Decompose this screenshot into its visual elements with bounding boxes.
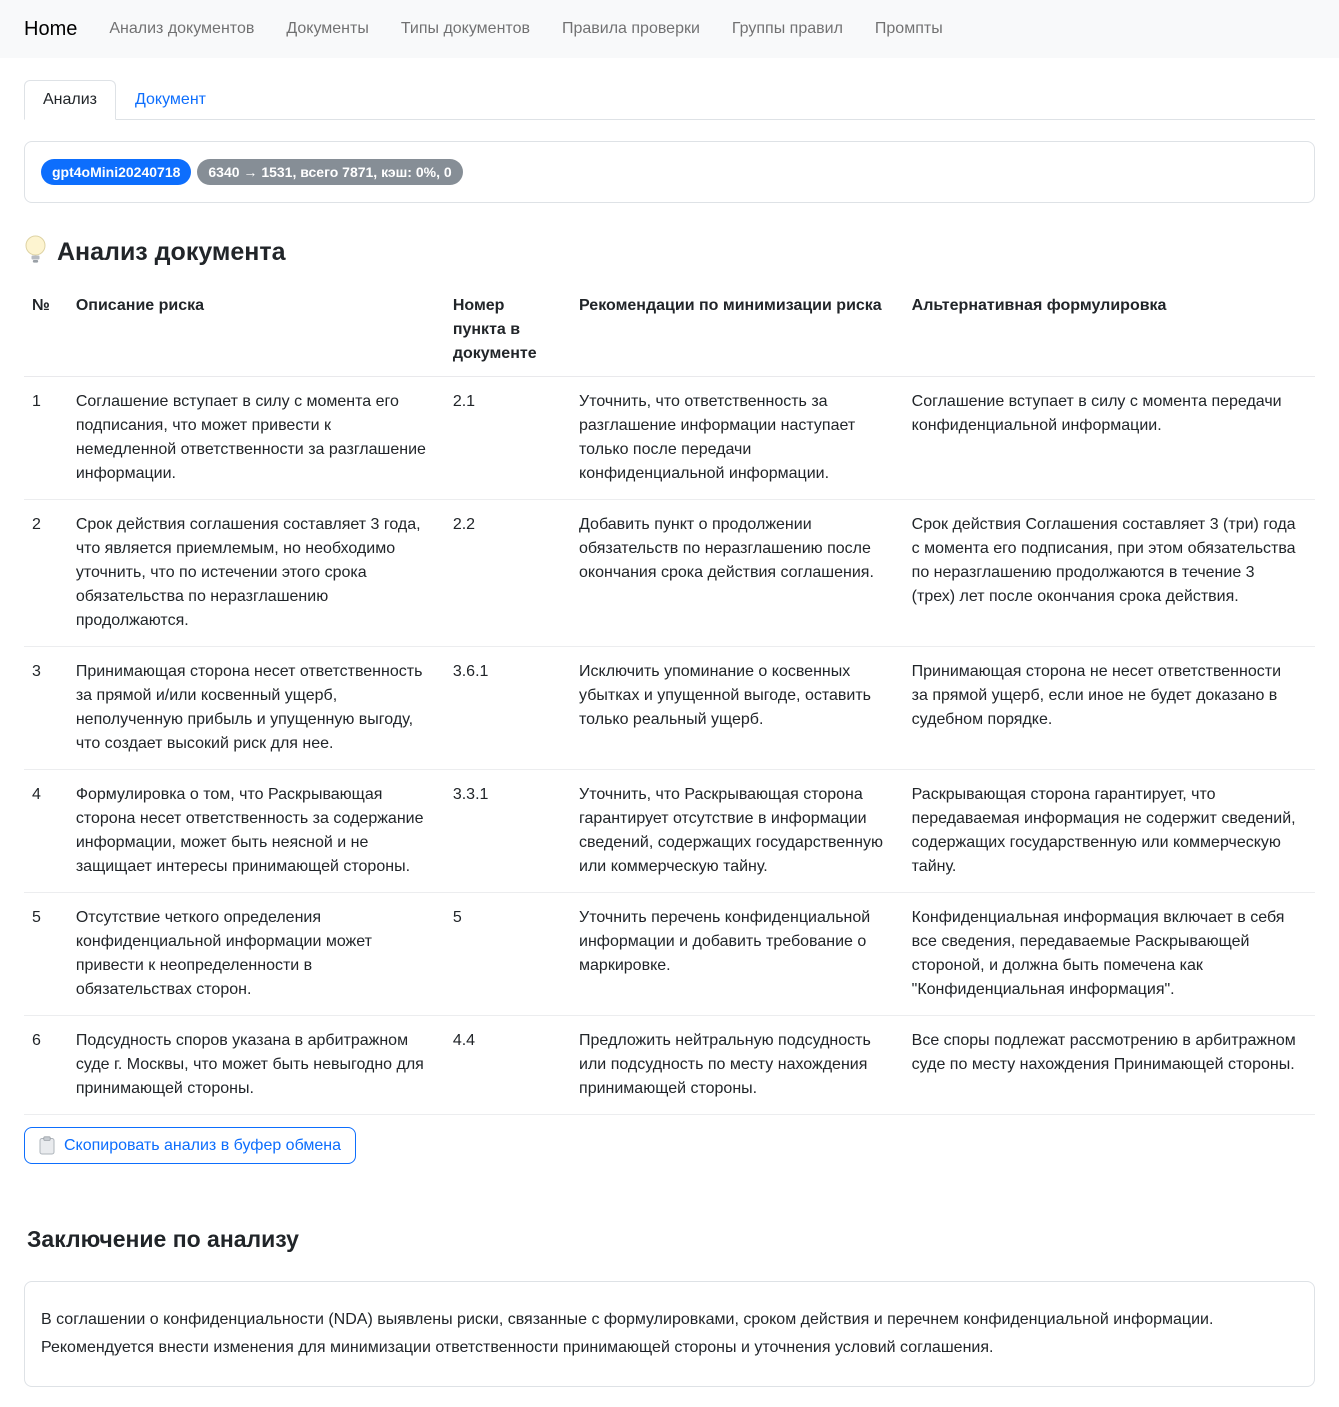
- row-number-cell: 3: [24, 647, 68, 770]
- recommendation-cell: Исключить упоминание о косвенных убытках и упущенной выгоде, оставить только реальный ущерб.: [571, 647, 904, 770]
- lightbulb-icon: [24, 235, 47, 272]
- alternative-cell: Конфиденциальная информация включает в себя все сведения, передаваемые Раскрывающей стороной, и должна быть помечена как "Конфиденциальная информация".: [904, 893, 1315, 1016]
- navbar-brand-home[interactable]: Home: [24, 17, 78, 40]
- nav-item-document-types[interactable]: Типы документов: [400, 20, 530, 37]
- risk-cell: Подсудность споров указана в арбитражном суде г. Москвы, что может быть невыгодно для принимающей стороны.: [68, 1016, 445, 1115]
- clause-cell: 2.1: [445, 377, 571, 500]
- table-header-row: [24, 286, 1315, 377]
- tab-bar: [24, 80, 1315, 120]
- navbar-links: [109, 20, 942, 38]
- recommendation-cell: Уточнить перечень конфиденциальной информации и добавить требование о маркировке.: [571, 893, 904, 1016]
- tab-document[interactable]: Документ: [135, 91, 206, 108]
- recommendation-cell: Добавить пункт о продолжении обязательств по неразглашению после окончания срока действия соглашения.: [571, 500, 904, 647]
- copy-analysis-button-label: Скопировать анализ в буфер обмена: [64, 1136, 342, 1154]
- row-number-cell: 4: [24, 770, 68, 893]
- recommendation-cell: Уточнить, что ответственность за разглашение информации наступает только после передачи конфиденциальной информации.: [571, 377, 904, 500]
- model-info-card: [24, 141, 1315, 203]
- row-number-cell: 1: [24, 377, 68, 500]
- row-number-cell: 5: [24, 893, 68, 1016]
- analysis-table: [24, 286, 1315, 1115]
- table-row: [24, 1016, 1315, 1115]
- top-navbar: [0, 0, 1339, 58]
- table-row: [24, 377, 1315, 500]
- table-row: [24, 647, 1315, 770]
- copy-analysis-button[interactable]: [24, 1127, 356, 1164]
- conclusion-text: В соглашении о конфиденциальности (NDA) выявлены риски, связанные с формулировками, сроком действия и перечнем конфиденциальной информации. Рекомендуется внести изменения для минимизации ответственности принимающей стороны и уточнения условий соглашения.: [41, 1311, 1214, 1356]
- header-number: №: [24, 286, 68, 377]
- header-risk: Описание риска: [68, 286, 445, 377]
- nav-item-prompts[interactable]: Промпты: [874, 20, 943, 37]
- nav-item-rule-groups[interactable]: Группы правил: [731, 20, 843, 37]
- alternative-cell: Все споры подлежат рассмотрению в арбитражном суде по месту нахождения Принимающей стороны.: [904, 1016, 1315, 1115]
- nav-item-documents[interactable]: Документы: [286, 20, 369, 37]
- table-row: [24, 500, 1315, 647]
- model-name-badge: gpt4oMini20240718: [41, 159, 191, 185]
- analysis-section-title: [24, 233, 1315, 272]
- clause-cell: 3.3.1: [445, 770, 571, 893]
- clause-cell: 5: [445, 893, 571, 1016]
- risk-cell: Отсутствие четкого определения конфиденциальной информации может привести к неопределенности в обязательствах сторон.: [68, 893, 445, 1016]
- analysis-table-body: [24, 377, 1315, 1115]
- risk-cell: Срок действия соглашения составляет 3 года, что является приемлемым, но необходимо уточнить, что по истечении этого срока обязательства по неразглашению продолжаются.: [68, 500, 445, 647]
- row-number-cell: 2: [24, 500, 68, 647]
- table-row: [24, 893, 1315, 1016]
- recommendation-cell: Уточнить, что Раскрывающая сторона гарантирует отсутствие в информации сведений, содержащих государственную или коммерческую тайну.: [571, 770, 904, 893]
- alternative-cell: Раскрывающая сторона гарантирует, что передаваемая информация не содержит сведений, содержащих государственную или коммерческую тайну.: [904, 770, 1315, 893]
- clause-cell: 4.4: [445, 1016, 571, 1115]
- conclusion-card: [24, 1281, 1315, 1387]
- tab-analysis[interactable]: Анализ: [24, 80, 116, 120]
- table-row: [24, 770, 1315, 893]
- header-recommendation: Рекомендации по минимизации риска: [571, 286, 904, 377]
- nav-item-document-analysis[interactable]: Анализ документов: [109, 20, 255, 37]
- alternative-cell: Срок действия Соглашения составляет 3 (три) года с момента его подписания, при этом обязательства по неразглашению продолжаются в течение 3 (трех) лет после окончания срока действия.: [904, 500, 1315, 647]
- page-content: [0, 80, 1339, 1407]
- conclusion-title: Заключение по анализу: [27, 1226, 299, 1252]
- row-number-cell: 6: [24, 1016, 68, 1115]
- clause-cell: 2.2: [445, 500, 571, 647]
- header-clause: Номер пункта в документе: [445, 286, 571, 377]
- clipboard-icon: [39, 1136, 55, 1155]
- analysis-title-text: Анализ документа: [57, 238, 286, 266]
- alternative-cell: Соглашение вступает в силу с момента передачи конфиденциальной информации.: [904, 377, 1315, 500]
- risk-cell: Соглашение вступает в силу с момента его подписания, что может привести к немедленной ответственности за разглашение информации.: [68, 377, 445, 500]
- nav-item-check-rules[interactable]: Правила проверки: [561, 20, 700, 37]
- risk-cell: Принимающая сторона несет ответственность за прямой и/или косвенный ущерб, неполученную прибыль и упущенную выгоду, что создает высокий риск для нее.: [68, 647, 445, 770]
- token-usage-badge: 6340 → 1531, всего 7871, кэш: 0%, 0: [197, 159, 462, 185]
- clause-cell: 3.6.1: [445, 647, 571, 770]
- risk-cell: Формулировка о том, что Раскрывающая сторона несет ответственность за содержание информации, может быть неясной и не защищает интересы принимающей стороны.: [68, 770, 445, 893]
- alternative-cell: Принимающая сторона не несет ответственности за прямой ущерб, если иное не будет доказано в судебном порядке.: [904, 647, 1315, 770]
- recommendation-cell: Предложить нейтральную подсудность или подсудность по месту нахождения принимающей стороны.: [571, 1016, 904, 1115]
- header-alternative: Альтернативная формулировка: [904, 286, 1315, 377]
